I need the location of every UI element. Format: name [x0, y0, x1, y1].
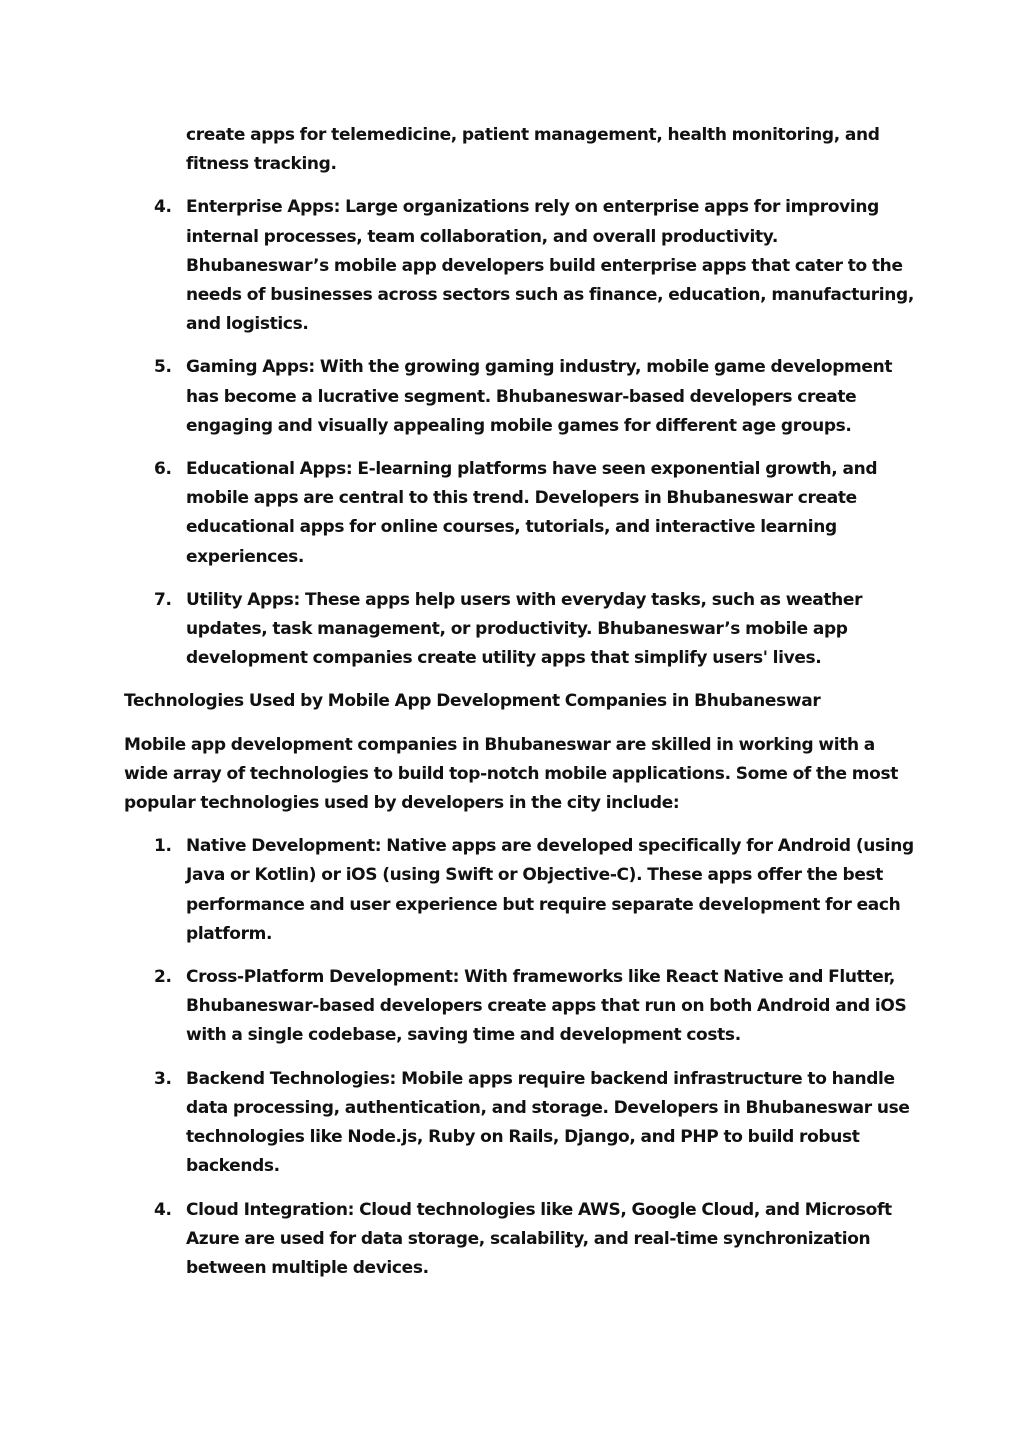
app-types-list: [124, 193, 914, 673]
list-item-text: Cloud Integration: Cloud technologies like AWS, Google Cloud, and Microsoft Azure are used for data storage, scalability, and real-time synchronization between multiple devices.: [186, 1199, 892, 1278]
list-item-text: Native Development: Native apps are developed specifically for Android (using Java or Kotlin) or iOS (using Swift or Objective-C). These apps offer the best performance and user experience but require separate development for each platform.: [186, 836, 914, 944]
list-item-text: Gaming Apps: With the growing gaming industry, mobile game development has become a lucrative segment. Bhubaneswar-based developers create engaging and visually appealing mobile games for different age groups.: [186, 357, 893, 436]
list-item-text: Backend Technologies: Mobile apps require backend infrastructure to handle data processing, authentication, and storage. Developers in Bhubaneswar use technologies like Node.js, Ruby on Rails, Django, and PHP to build robust backends.: [186, 1068, 910, 1177]
list-item: [124, 353, 914, 441]
document-body: [124, 121, 914, 1297]
list-item: [124, 586, 914, 674]
list-item: [124, 963, 914, 1051]
list-item-text: Educational Apps: E-learning platforms have seen exponential growth, and mobile apps are central to this trend. Developers in Bhubaneswar create educational apps for online courses, tutorials, and interactive learning experiences.: [186, 459, 878, 567]
list-number: 2.: [154, 967, 172, 988]
section-heading: Technologies Used by Mobile App Development Companies in Bhubaneswar: [124, 691, 821, 712]
list-item: [124, 193, 914, 339]
list-number: 7.: [154, 589, 172, 610]
intro-paragraph: Mobile app development companies in Bhubaneswar are skilled in working with a wide array of technologies to build top-notch mobile applications. Some of the most popular technologies used by developers in the city include:: [124, 734, 899, 814]
list-number: 4.: [154, 197, 172, 218]
list-item: [124, 1196, 914, 1284]
list-item: [124, 455, 914, 572]
list-item: [124, 1065, 914, 1182]
list-number: 6.: [154, 459, 172, 480]
list-item-text: Enterprise Apps: Large organizations rely on enterprise apps for improving internal processes, team collaboration, and overall productivity. Bhubaneswar’s mobile app developers build enterprise apps that cater to the needs of businesses across sectors such as finance, education, manufacturing, and logistics.: [186, 197, 914, 335]
list-item: [124, 832, 914, 949]
list-number: 4.: [154, 1199, 172, 1220]
list-number: 5.: [154, 357, 172, 378]
technologies-list: [124, 832, 914, 1283]
list-number: 3.: [154, 1068, 172, 1089]
list-number: 1.: [154, 836, 172, 857]
list-item-text: Utility Apps: These apps help users with everyday tasks, such as weather updates, task management, or productivity. Bhubaneswar’s mobile app development companies create utility apps that simplify users' lives.: [186, 589, 863, 669]
list-item-text: Cross-Platform Development: With frameworks like React Native and Flutter, Bhubaneswar-based developers create apps that run on both Android and iOS with a single codebase, saving time and development costs.: [186, 967, 907, 1046]
continued-list-item: create apps for telemedicine, patient management, health monitoring, and fitness tracking.: [186, 125, 880, 175]
